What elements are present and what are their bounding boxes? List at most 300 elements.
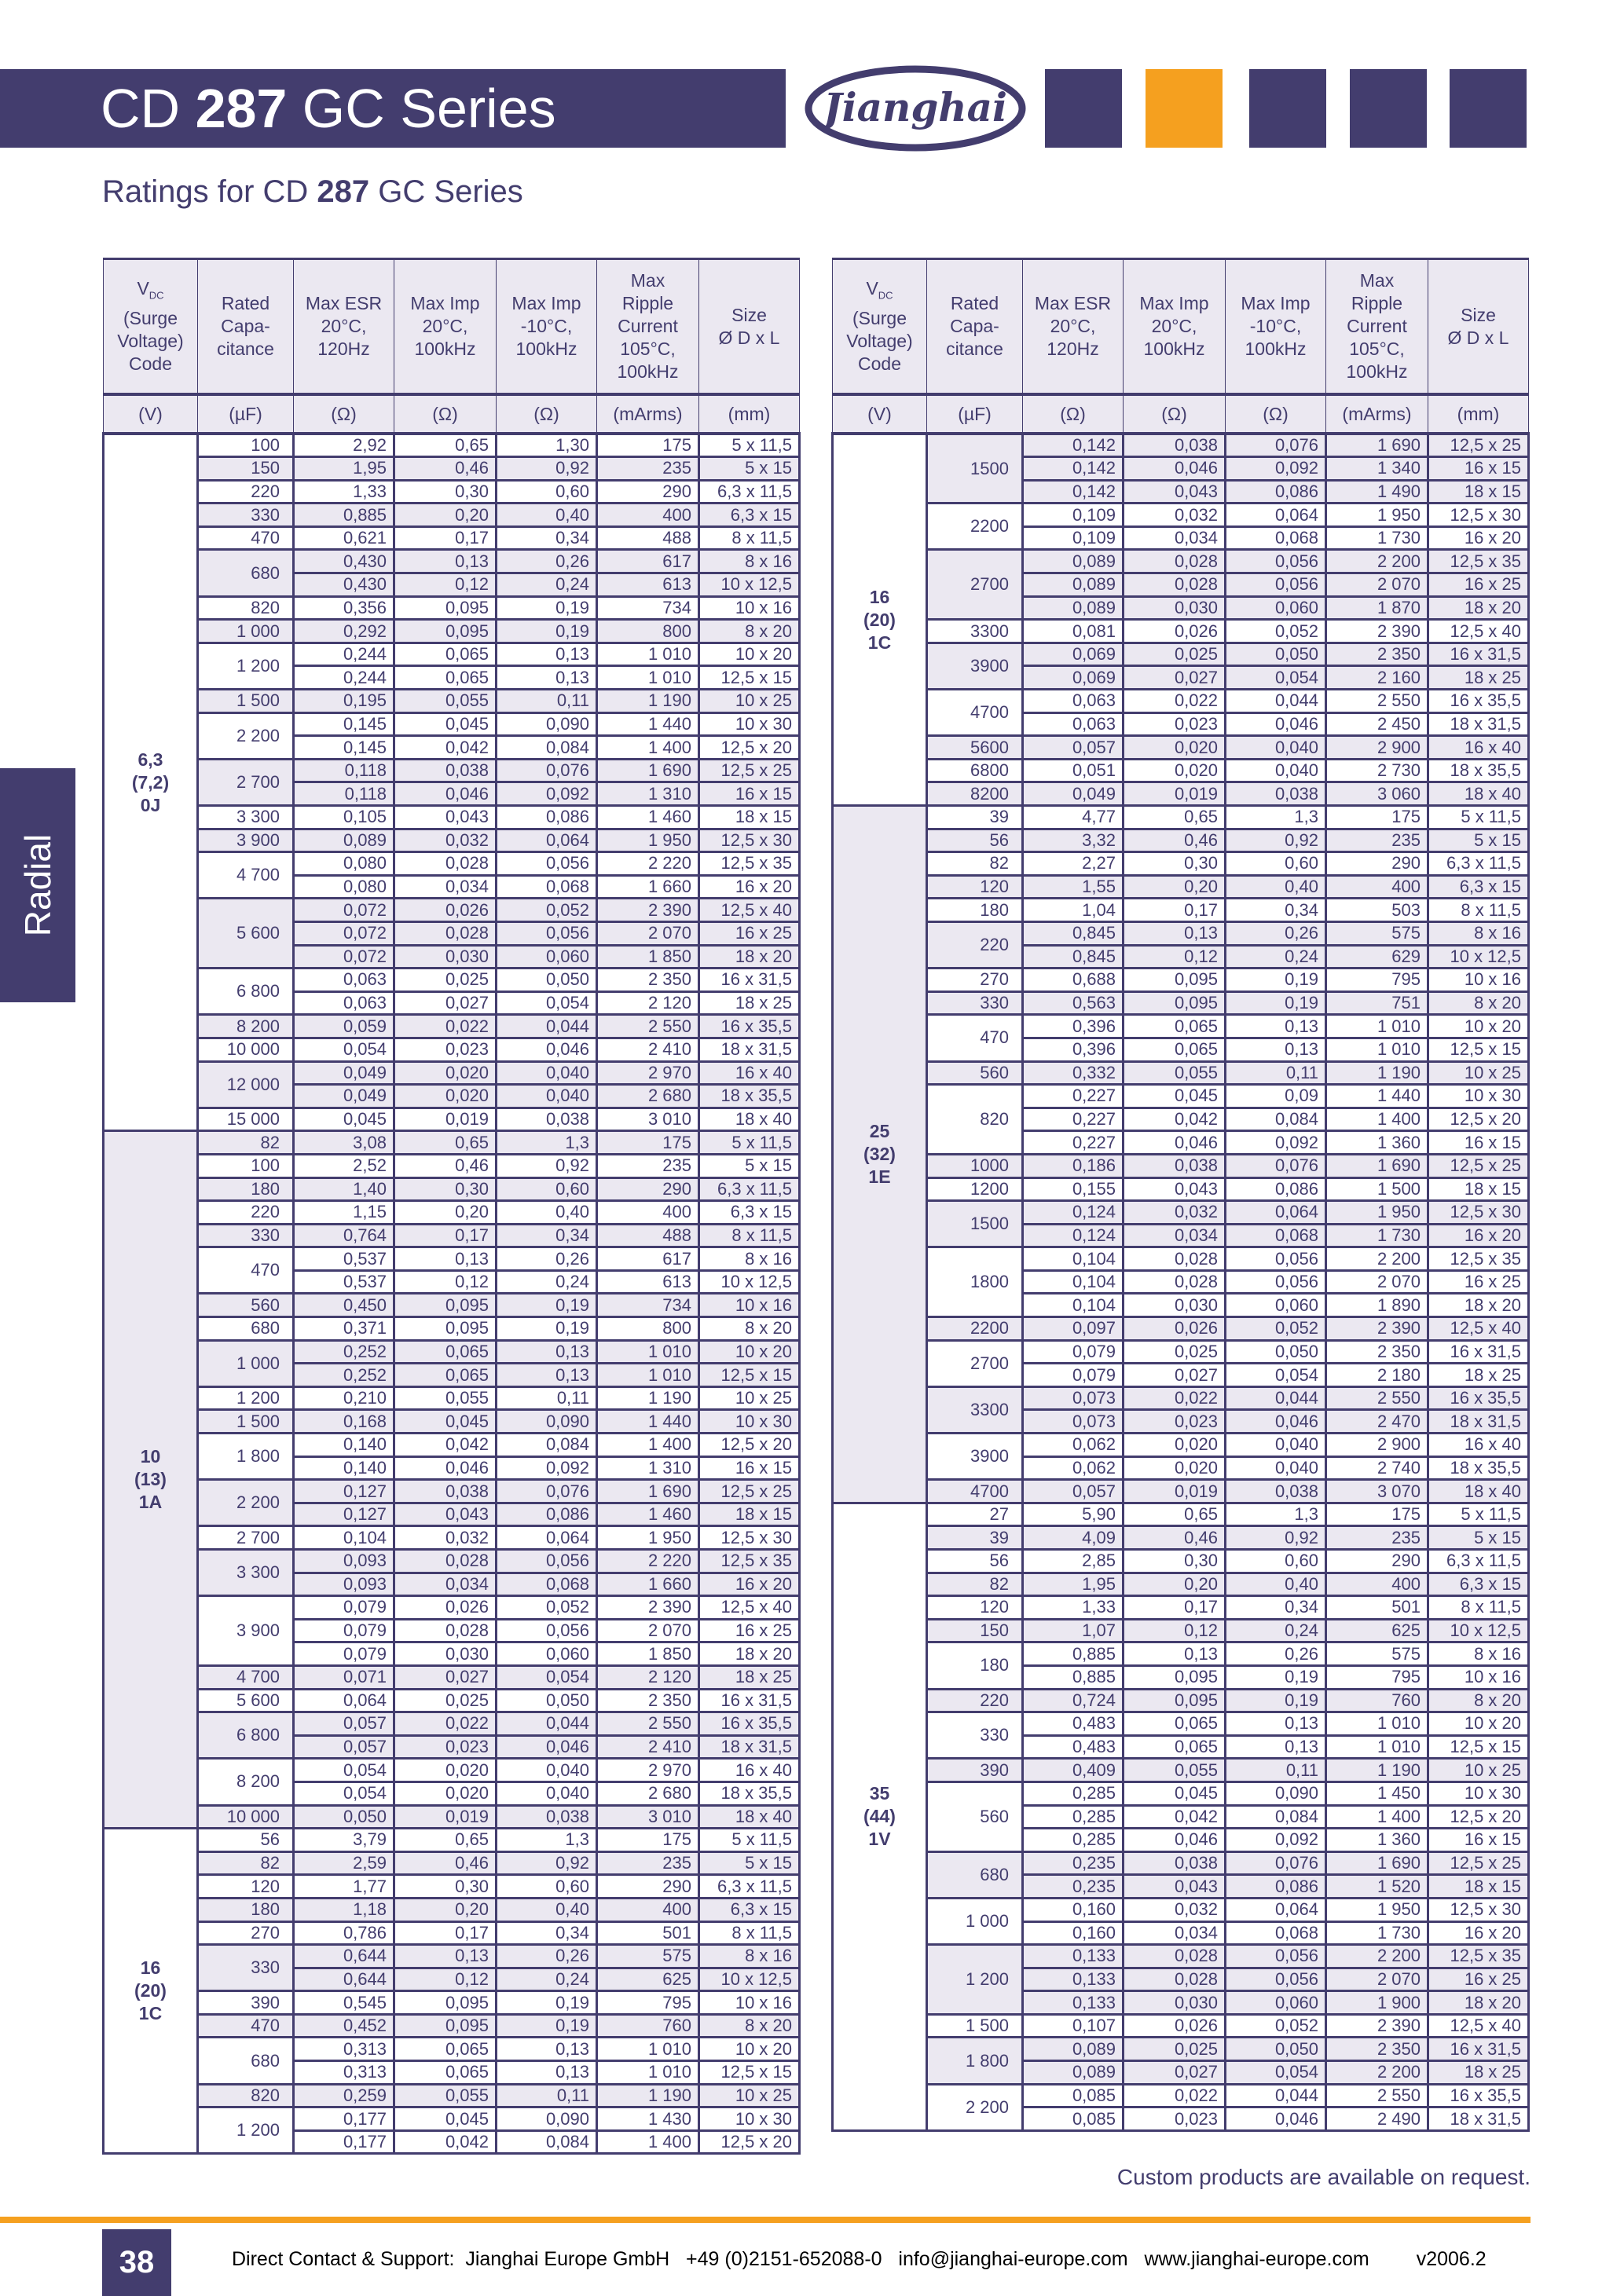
max-esr-cell: 0,644 <box>294 1968 394 1991</box>
voltage-line: (20) <box>863 609 896 630</box>
size-cell: 5 x 11,5 <box>1428 1503 1529 1526</box>
max-imp-minus10c-cell: 0,046 <box>1226 712 1326 736</box>
ripple-current-cell: 400 <box>1326 1573 1428 1596</box>
ripple-current-cell: 290 <box>597 1177 699 1201</box>
ripple-current-cell: 1 010 <box>597 643 699 666</box>
max-imp-minus10c-cell: 0,064 <box>497 1526 597 1550</box>
max-esr-cell: 0,079 <box>1023 1340 1124 1364</box>
voltage-line: 35 <box>869 1783 890 1804</box>
max-imp-20c-cell: 0,028 <box>394 852 497 876</box>
unit-voltage: (V) <box>104 394 198 434</box>
ripple-current-cell: 1 870 <box>1326 596 1428 620</box>
capacitance-cell: 2200 <box>927 1317 1023 1341</box>
max-esr-cell: 0,140 <box>294 1456 394 1480</box>
size-cell: 8 x 20 <box>1428 991 1529 1015</box>
max-imp-minus10c-cell: 0,11 <box>497 2084 597 2107</box>
column-header-ripple-current <box>597 259 699 395</box>
section-heading <box>102 174 523 210</box>
table-row <box>104 1596 800 1620</box>
table-row <box>104 1410 800 1434</box>
max-imp-minus10c-cell: 0,056 <box>497 852 597 876</box>
table-row <box>104 1177 800 1201</box>
max-imp-20c-cell: 0,065 <box>394 2038 497 2061</box>
size-cell: 16 x 35,5 <box>699 1712 800 1736</box>
capacitance-cell: 100 <box>198 1154 294 1177</box>
ripple-current-cell: 1 730 <box>1326 1921 1428 1945</box>
max-esr-cell: 0,124 <box>1023 1224 1124 1247</box>
max-imp-minus10c-cell: 0,60 <box>497 480 597 504</box>
max-imp-20c-cell: 0,65 <box>1124 1503 1226 1526</box>
size-cell: 10 x 25 <box>699 690 800 713</box>
size-cell: 5 x 11,5 <box>699 1131 800 1155</box>
max-imp-minus10c-cell: 0,090 <box>497 712 597 736</box>
size-cell: 5 x 15 <box>1428 1526 1529 1550</box>
size-cell: 12,5 x 35 <box>699 1550 800 1573</box>
max-imp-20c-cell: 0,028 <box>394 1619 497 1642</box>
max-imp-minus10c-cell: 0,068 <box>1226 526 1326 550</box>
voltage-group-cell <box>104 434 198 1131</box>
size-cell: 18 x 31,5 <box>1428 712 1529 736</box>
max-imp-minus10c-cell: 0,34 <box>497 1921 597 1945</box>
brand-square <box>1249 69 1326 148</box>
jianghai-logo <box>803 64 1028 152</box>
capacitance-cell: 4700 <box>927 1480 1023 1503</box>
capacitance-cell: 270 <box>927 969 1023 992</box>
max-imp-minus10c-cell: 0,046 <box>1226 2107 1326 2131</box>
capacitance-cell: 8200 <box>927 782 1023 806</box>
max-imp-20c-cell: 0,043 <box>1124 1875 1226 1899</box>
table-row <box>833 690 1529 713</box>
capacitance-cell: 470 <box>198 526 294 550</box>
size-cell: 16 x 20 <box>699 875 800 899</box>
table-row <box>104 969 800 992</box>
header-line: Ø D x L <box>718 327 780 348</box>
table-row <box>104 1526 800 1550</box>
size-cell: 18 x 31,5 <box>1428 1410 1529 1434</box>
max-imp-20c-cell: 0,12 <box>394 1968 497 1991</box>
ripple-current-cell: 575 <box>1326 1642 1428 1666</box>
max-imp-minus10c-cell: 0,19 <box>1226 969 1326 992</box>
max-imp-minus10c-cell: 1,3 <box>497 1829 597 1852</box>
size-cell: 12,5 x 25 <box>1428 1851 1529 1875</box>
max-imp-20c-cell: 0,65 <box>394 1829 497 1852</box>
ripple-current-cell: 1 950 <box>597 829 699 852</box>
max-esr-cell: 0,057 <box>294 1712 394 1736</box>
header-line: Max Imp <box>410 293 480 313</box>
capacitance-cell: 2 200 <box>198 712 294 759</box>
max-imp-minus10c-cell: 0,26 <box>497 1247 597 1271</box>
max-esr-cell: 0,430 <box>294 550 394 573</box>
header-line: -10°C, <box>520 316 573 336</box>
max-imp-20c-cell: 0,034 <box>1124 1224 1226 1247</box>
column-header-size <box>1428 259 1529 395</box>
max-imp-minus10c-cell: 0,044 <box>1226 690 1326 713</box>
max-imp-20c-cell: 0,055 <box>1124 1061 1226 1085</box>
table-row <box>104 1851 800 1875</box>
max-imp-minus10c-cell: 0,11 <box>1226 1061 1326 1085</box>
max-esr-cell: 2,59 <box>294 1851 394 1875</box>
max-esr-cell: 0,049 <box>1023 782 1124 806</box>
table-row <box>104 1131 800 1155</box>
max-imp-20c-cell: 0,023 <box>394 1735 497 1759</box>
max-imp-20c-cell: 0,095 <box>394 620 497 643</box>
max-imp-20c-cell: 0,095 <box>394 1294 497 1317</box>
max-esr-cell: 0,057 <box>1023 1480 1124 1503</box>
max-imp-20c-cell: 0,020 <box>394 1085 497 1108</box>
capacitance-cell: 470 <box>198 1247 294 1294</box>
max-imp-20c-cell: 0,30 <box>394 1177 497 1201</box>
max-imp-20c-cell: 0,019 <box>1124 1480 1226 1503</box>
table-row <box>104 1665 800 1689</box>
voltage-group-cell <box>104 1829 198 2154</box>
capacitance-cell: 27 <box>927 1503 1023 1526</box>
capacitance-cell: 1500 <box>927 1201 1023 1247</box>
max-esr-cell: 0,140 <box>294 1434 394 1457</box>
ripple-current-cell: 1 400 <box>1326 1108 1428 1131</box>
max-esr-cell: 0,563 <box>1023 991 1124 1015</box>
capacitance-cell: 680 <box>198 550 294 596</box>
max-imp-minus10c-cell: 0,038 <box>497 1805 597 1829</box>
max-imp-minus10c-cell: 1,30 <box>497 434 597 457</box>
max-esr-cell: 2,92 <box>294 434 394 457</box>
max-imp-minus10c-cell: 0,056 <box>1226 1247 1326 1271</box>
max-imp-minus10c-cell: 0,13 <box>497 2061 597 2085</box>
size-cell: 10 x 16 <box>699 596 800 620</box>
max-esr-cell: 0,109 <box>1023 526 1124 550</box>
size-cell: 18 x 31,5 <box>1428 2107 1529 2131</box>
header-row <box>104 259 800 395</box>
ripple-current-cell: 734 <box>597 596 699 620</box>
max-imp-minus10c-cell: 0,13 <box>497 666 597 690</box>
ripple-current-cell: 2 070 <box>597 921 699 945</box>
max-imp-minus10c-cell: 0,054 <box>1226 2061 1326 2085</box>
ripple-current-cell: 2 160 <box>1326 666 1428 690</box>
table-row <box>833 1340 1529 1364</box>
ripple-current-cell: 1 010 <box>1326 1015 1428 1038</box>
max-imp-minus10c-cell: 0,92 <box>497 1851 597 1875</box>
max-imp-20c-cell: 0,12 <box>1124 1619 1226 1642</box>
max-esr-cell: 0,786 <box>294 1921 394 1945</box>
max-imp-minus10c-cell: 0,050 <box>1226 1340 1326 1364</box>
max-imp-minus10c-cell: 0,038 <box>497 1108 597 1131</box>
size-cell: 18 x 20 <box>1428 596 1529 620</box>
max-imp-minus10c-cell: 0,056 <box>1226 1945 1326 1968</box>
size-cell: 18 x 20 <box>1428 1991 1529 2015</box>
header-line: Ripple <box>621 293 674 313</box>
max-esr-cell: 1,55 <box>1023 875 1124 899</box>
max-imp-minus10c-cell: 0,24 <box>497 1968 597 1991</box>
max-imp-minus10c-cell: 0,19 <box>497 1294 597 1317</box>
page-title <box>101 69 556 148</box>
max-imp-20c-cell: 0,46 <box>1124 829 1226 852</box>
max-imp-minus10c-cell: 0,40 <box>497 1201 597 1225</box>
size-cell: 6,3 x 11,5 <box>699 1875 800 1899</box>
ripple-current-cell: 2 450 <box>1326 712 1428 736</box>
max-esr-cell: 0,186 <box>1023 1154 1124 1177</box>
capacitance-cell: 6 800 <box>198 1712 294 1759</box>
max-imp-20c-cell: 0,022 <box>394 1015 497 1038</box>
max-imp-minus10c-cell: 0,13 <box>497 1364 597 1387</box>
table-row <box>104 1921 800 1945</box>
table-row <box>104 1015 800 1038</box>
max-imp-20c-cell: 0,17 <box>1124 1596 1226 1620</box>
max-imp-20c-cell: 0,042 <box>394 1434 497 1457</box>
footer-version: v2006.2 <box>1416 2248 1487 2270</box>
size-cell: 10 x 20 <box>699 643 800 666</box>
ripple-current-cell: 800 <box>597 1317 699 1341</box>
max-imp-20c-cell: 0,042 <box>1124 1108 1226 1131</box>
capacitance-cell: 680 <box>198 1317 294 1341</box>
size-cell: 16 x 25 <box>1428 573 1529 597</box>
max-imp-20c-cell: 0,028 <box>1124 1247 1226 1271</box>
capacitance-cell: 1000 <box>927 1154 1023 1177</box>
max-esr-cell: 1,18 <box>294 1898 394 1921</box>
ripple-current-cell: 2 550 <box>1326 690 1428 713</box>
max-imp-minus10c-cell: 0,086 <box>497 1503 597 1526</box>
max-imp-minus10c-cell: 0,19 <box>1226 991 1326 1015</box>
size-cell: 6,3 x 11,5 <box>699 1177 800 1201</box>
header-line: 100kHz <box>1346 361 1408 382</box>
max-imp-minus10c-cell: 0,92 <box>1226 829 1326 852</box>
ripple-current-cell: 2 550 <box>597 1015 699 1038</box>
max-imp-20c-cell: 0,032 <box>1124 504 1226 527</box>
table-row <box>833 2014 1529 2038</box>
ripple-current-cell: 613 <box>597 1270 699 1294</box>
ripple-current-cell: 760 <box>597 2014 699 2038</box>
header-line: Ø D x L <box>1447 327 1509 348</box>
size-cell: 16 x 25 <box>699 921 800 945</box>
ripple-current-cell: 1 190 <box>1326 1061 1428 1085</box>
capacitance-cell: 4700 <box>927 690 1023 736</box>
size-cell: 12,5 x 20 <box>699 2130 800 2154</box>
table-row <box>833 504 1529 527</box>
size-cell: 5 x 11,5 <box>699 1829 800 1852</box>
size-cell: 12,5 x 35 <box>699 852 800 876</box>
capacitance-cell: 5600 <box>927 736 1023 760</box>
size-cell: 10 x 25 <box>1428 1061 1529 1085</box>
size-cell: 18 x 25 <box>699 991 800 1015</box>
column-header-capacitance <box>927 259 1023 395</box>
max-esr-cell: 0,252 <box>294 1364 394 1387</box>
max-imp-20c-cell: 0,038 <box>394 759 497 782</box>
max-imp-20c-cell: 0,065 <box>394 666 497 690</box>
capacitance-cell: 82 <box>198 1851 294 1875</box>
max-imp-20c-cell: 0,027 <box>394 991 497 1015</box>
column-header-capacitance <box>198 259 294 395</box>
ripple-current-cell: 1 950 <box>1326 1201 1428 1225</box>
capacitance-cell: 56 <box>198 1829 294 1852</box>
ripple-current-cell: 2 550 <box>1326 1386 1428 1410</box>
max-imp-20c-cell: 0,46 <box>1124 1526 1226 1550</box>
capacitance-cell: 8 200 <box>198 1759 294 1805</box>
capacitance-cell: 2700 <box>927 1340 1023 1386</box>
max-esr-cell: 0,409 <box>1023 1759 1124 1782</box>
max-esr-cell: 0,764 <box>294 1224 394 1247</box>
ripple-current-cell: 1 400 <box>597 2130 699 2154</box>
ripple-current-cell: 175 <box>597 1131 699 1155</box>
ripple-current-cell: 575 <box>1326 921 1428 945</box>
size-cell: 16 x 35,5 <box>1428 1386 1529 1410</box>
max-imp-20c-cell: 0,042 <box>394 2130 497 2154</box>
max-imp-20c-cell: 0,028 <box>394 921 497 945</box>
ripple-current-cell: 1 400 <box>597 1434 699 1457</box>
max-imp-minus10c-cell: 0,40 <box>1226 1573 1326 1596</box>
column-header-max-imp-minus10c <box>497 259 597 395</box>
capacitance-cell: 270 <box>198 1921 294 1945</box>
capacitance-cell: 39 <box>927 1526 1023 1550</box>
header-line: Capa- <box>221 316 270 336</box>
max-imp-20c-cell: 0,034 <box>1124 526 1226 550</box>
max-esr-cell: 0,227 <box>1023 1108 1124 1131</box>
max-esr-cell: 0,073 <box>1023 1410 1124 1434</box>
max-imp-20c-cell: 0,026 <box>1124 2014 1226 2038</box>
size-cell: 8 x 16 <box>1428 921 1529 945</box>
max-imp-20c-cell: 0,065 <box>394 643 497 666</box>
size-cell: 18 x 15 <box>1428 480 1529 504</box>
ripple-current-cell: 2 180 <box>1326 1364 1428 1387</box>
capacitance-cell: 100 <box>198 434 294 457</box>
size-cell: 8 x 11,5 <box>699 1921 800 1945</box>
capacitance-cell: 1 500 <box>198 1410 294 1434</box>
size-cell: 10 x 12,5 <box>1428 945 1529 969</box>
ripple-current-cell: 2 390 <box>1326 2014 1428 2038</box>
max-esr-cell: 0,332 <box>1023 1061 1124 1085</box>
max-imp-20c-cell: 0,12 <box>1124 945 1226 969</box>
voltage-line: 1C <box>138 2003 163 2024</box>
max-imp-20c-cell: 0,026 <box>1124 1317 1226 1341</box>
size-cell: 12,5 x 35 <box>1428 1945 1529 1968</box>
max-imp-20c-cell: 0,026 <box>394 899 497 922</box>
ripple-current-cell: 3 010 <box>597 1108 699 1131</box>
capacitance-cell: 1 000 <box>927 1898 1023 1944</box>
size-cell: 12,5 x 15 <box>699 1364 800 1387</box>
capacitance-cell: 820 <box>198 2084 294 2107</box>
capacitance-cell: 1 200 <box>198 1386 294 1410</box>
max-esr-cell: 0,845 <box>1023 945 1124 969</box>
max-imp-minus10c-cell: 0,40 <box>497 1898 597 1921</box>
size-cell: 16 x 15 <box>1428 1131 1529 1155</box>
max-esr-cell: 1,04 <box>1023 899 1124 922</box>
voltage-line: 6,3 <box>137 749 163 770</box>
max-esr-cell: 0,093 <box>294 1550 394 1573</box>
size-cell: 10 x 20 <box>699 1340 800 1364</box>
max-esr-cell: 0,118 <box>294 782 394 806</box>
max-imp-20c-cell: 0,038 <box>1124 434 1226 457</box>
max-imp-20c-cell: 0,022 <box>394 1712 497 1736</box>
max-imp-minus10c-cell: 0,052 <box>497 899 597 922</box>
ripple-current-cell: 1 010 <box>1326 1712 1428 1736</box>
table-row <box>104 1875 800 1899</box>
max-imp-20c-cell: 0,17 <box>394 526 497 550</box>
ripple-current-cell: 2 970 <box>597 1759 699 1782</box>
header-line: Code <box>129 353 172 374</box>
capacitance-cell: 820 <box>198 596 294 620</box>
capacitance-cell: 6 800 <box>198 969 294 1015</box>
size-cell: 16 x 31,5 <box>1428 643 1529 666</box>
max-imp-minus10c-cell: 0,086 <box>497 806 597 829</box>
unit-ripple-current: (mArms) <box>597 394 699 434</box>
max-imp-minus10c-cell: 0,34 <box>1226 1596 1326 1620</box>
capacitance-cell: 3300 <box>927 1386 1023 1433</box>
max-esr-cell: 0,133 <box>1023 1945 1124 1968</box>
size-cell: 18 x 40 <box>1428 1480 1529 1503</box>
table-row <box>833 1177 1529 1201</box>
max-esr-cell: 0,285 <box>1023 1782 1124 1805</box>
max-esr-cell: 0,072 <box>294 921 394 945</box>
max-esr-cell: 0,063 <box>294 969 394 992</box>
capacitance-cell: 5 600 <box>198 899 294 969</box>
ripple-current-cell: 2 490 <box>1326 2107 1428 2131</box>
max-esr-cell: 0,072 <box>294 945 394 969</box>
max-imp-20c-cell: 0,095 <box>394 596 497 620</box>
max-imp-20c-cell: 0,095 <box>394 1991 497 2015</box>
max-imp-20c-cell: 0,13 <box>394 550 497 573</box>
max-imp-minus10c-cell: 0,056 <box>1226 1968 1326 1991</box>
capacitance-cell: 3 900 <box>198 829 294 852</box>
capacitance-cell: 120 <box>198 1875 294 1899</box>
table-row <box>833 1689 1529 1712</box>
max-imp-minus10c-cell: 0,09 <box>1226 1085 1326 1108</box>
max-imp-20c-cell: 0,038 <box>1124 1851 1226 1875</box>
size-cell: 12,5 x 15 <box>1428 1735 1529 1759</box>
size-cell: 5 x 15 <box>699 1154 800 1177</box>
max-esr-cell: 0,079 <box>294 1596 394 1620</box>
table-row <box>104 2014 800 2038</box>
ripple-current-cell: 2 200 <box>1326 2061 1428 2085</box>
size-cell: 10 x 30 <box>699 1410 800 1434</box>
size-cell: 18 x 40 <box>1428 782 1529 806</box>
footer-row <box>232 2248 1487 2271</box>
max-imp-20c-cell: 0,20 <box>394 504 497 527</box>
max-imp-minus10c-cell: 0,11 <box>497 1386 597 1410</box>
ripple-current-cell: 235 <box>1326 1526 1428 1550</box>
max-imp-minus10c-cell: 0,052 <box>1226 620 1326 643</box>
capacitance-cell: 560 <box>927 1782 1023 1851</box>
size-cell: 16 x 15 <box>1428 457 1529 481</box>
max-esr-cell: 0,054 <box>294 1782 394 1805</box>
max-esr-cell: 0,069 <box>1023 643 1124 666</box>
table-row <box>104 712 800 736</box>
ripple-current-cell: 2 470 <box>1326 1410 1428 1434</box>
size-cell: 18 x 35,5 <box>1428 1456 1529 1480</box>
capacitance-cell: 1 800 <box>198 1434 294 1480</box>
ripple-current-cell: 235 <box>597 1851 699 1875</box>
max-imp-20c-cell: 0,030 <box>394 945 497 969</box>
ripple-current-cell: 503 <box>1326 899 1428 922</box>
table-row <box>104 1224 800 1247</box>
capacitance-cell: 680 <box>198 2038 294 2084</box>
size-cell: 12,5 x 40 <box>699 1596 800 1620</box>
size-cell: 18 x 35,5 <box>1428 759 1529 782</box>
size-cell: 10 x 12,5 <box>699 573 800 597</box>
ripple-current-cell: 2 200 <box>1326 1247 1428 1271</box>
table-row <box>104 1550 800 1573</box>
max-imp-20c-cell: 0,028 <box>1124 573 1226 597</box>
unit-ripple-current: (mArms) <box>1326 394 1428 434</box>
size-cell: 8 x 20 <box>699 2014 800 2038</box>
size-cell: 16 x 35,5 <box>699 1015 800 1038</box>
table-row <box>104 643 800 666</box>
max-imp-20c-cell: 0,034 <box>394 1573 497 1596</box>
max-imp-20c-cell: 0,020 <box>1124 736 1226 760</box>
size-cell: 16 x 35,5 <box>1428 2084 1529 2107</box>
size-cell: 8 x 11,5 <box>699 1224 800 1247</box>
size-cell: 12,5 x 20 <box>699 1434 800 1457</box>
size-cell: 12,5 x 30 <box>1428 504 1529 527</box>
table-row <box>104 852 800 876</box>
max-imp-20c-cell: 0,042 <box>394 736 497 760</box>
size-cell: 12,5 x 20 <box>1428 1805 1529 1829</box>
